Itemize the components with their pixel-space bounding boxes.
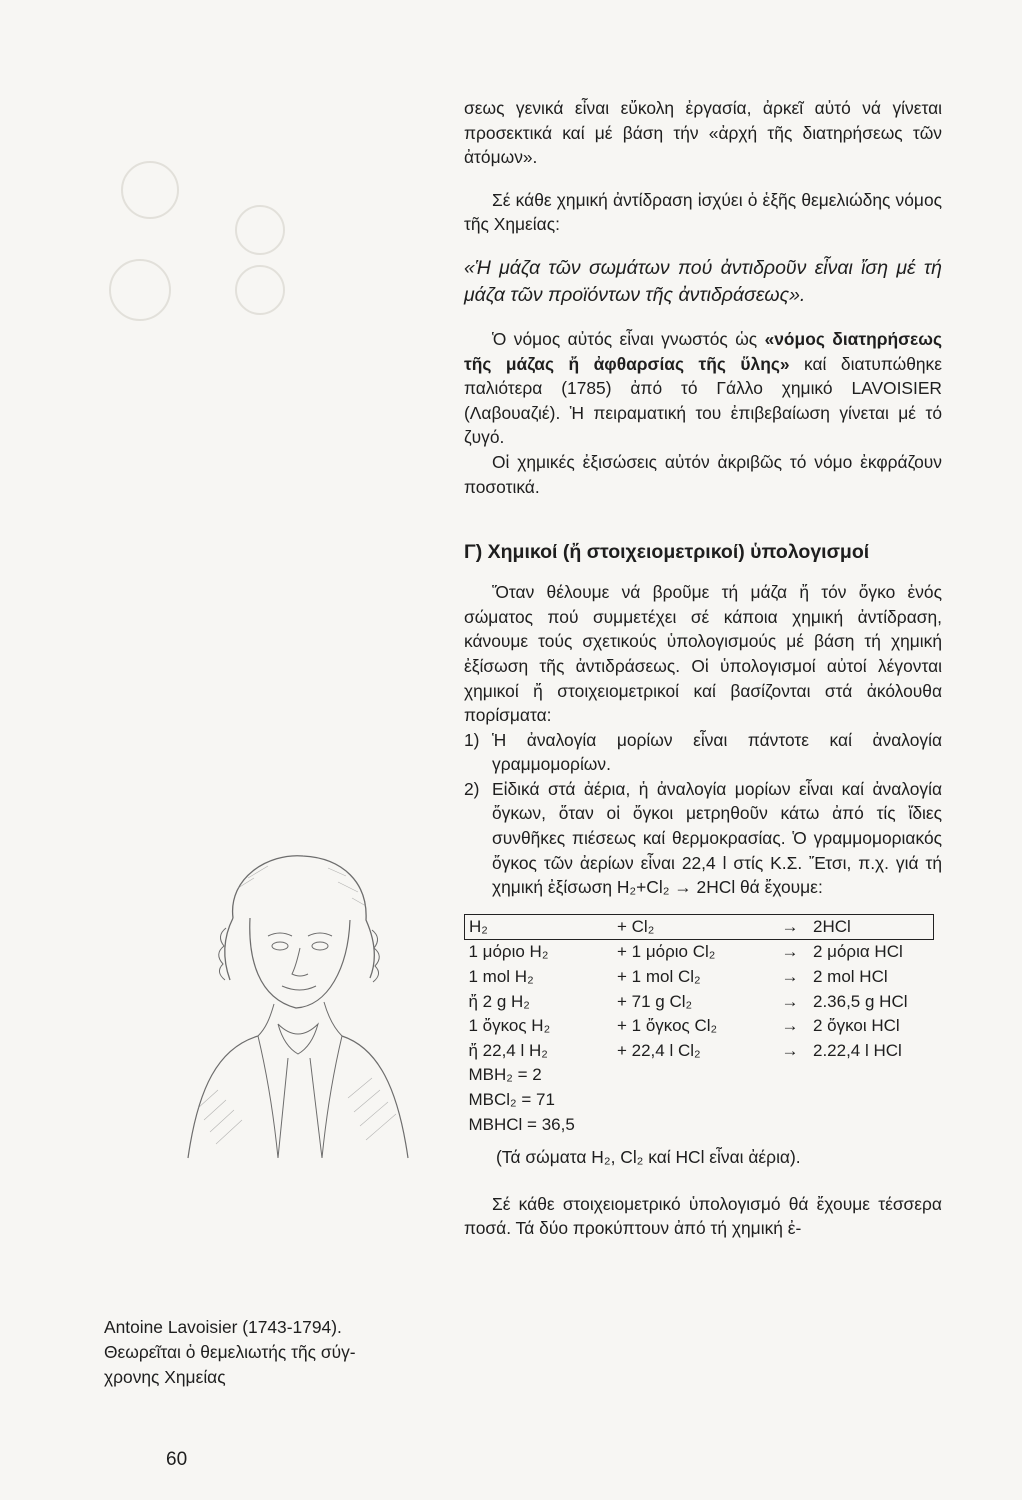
table-cell: + 1 μόριο Cl₂ [617,942,716,962]
table-row [465,914,934,940]
equations-paragraph: Οἱ χημικές ἐξισώσεις αὐτόν ἀκριβῶς τό νόμο ἐκφράζουν ποσοτικά. [464,451,942,497]
table-row [465,940,934,965]
table-cell: 1 ὄγκος H₂ [468,1016,551,1036]
caption-line: Θεωρεῖται ὁ θεμελιωτής τῆς σύγ- [104,1342,356,1362]
law-name-paragraph [464,327,942,450]
molar-mass-h2: MBH₂ = 2 [468,1065,542,1085]
table-cell: + Cl₂ [613,914,771,940]
gases-note: (Τά σώματα H₂, Cl₂ καί HCl εἶναι ἀέρια). [496,1147,801,1168]
page-number: 60 [166,1449,188,1470]
table-cell: ἤ 2 g H₂ [468,991,530,1011]
table-row [465,1088,934,1113]
law-intro-paragraph: Σέ κάθε χημική ἀντίδραση ἰσχύει ὁ ἑξῆς θεμελιώδης νόμος τῆς Χημείας: [464,189,942,235]
table-cell: 2 mol HCl [813,967,888,987]
list-text: Εἰδικά στά ἀέρια, ἡ ἀναλογία μορίων εἶναι καί ἀναλογία ὄγκων, ὅταν οἱ ὄγκοι μετρηθοῦν κάτω ἀπό τίς ἴδιες συνθῆκες πιέσεως καί θερμοκρασίας. Ὁ γραμμομοριακός ὄγκος τῶν ἀερίων εἶναι 22,4 l στίς Κ.Σ. Ἔτσι, π.χ. γιά τή χημική ἐξίσωση H₂+Cl₂ → 2HCl θά ἔχουμε: [492,778,942,898]
list-text: Ἡ ἀναλογία μορίων εἶναι πάντοτε καί ἀναλογία γραμμομορίων. [492,729,942,775]
table-row [465,1063,934,1088]
section-heading: Γ) Χημικοί (ἤ στοιχειομετρικοί) ὑπολογισμοί [464,541,870,564]
arrow-cell: → [781,991,799,1011]
list-item [464,777,942,900]
law-name-text-after: καί διατυπώθηκε παλιότερα (1785) ἀπό τό Γάλλο χημικό LAVOISIER (Λαβουαζιέ). Ἡ πειραματική του ἐπιβεβαίωση γίνεται μέ τό ζυγό. [464,353,943,448]
bleed-through-shapes [90,140,390,380]
section-body: Ὅταν θέλουμε νά βροῦμε τή μάζα ἤ τόν ὄγκο ἑνός σώματος πού συμμετέχει σέ κάποια χημική ἀντίδραση, κάνουμε τούς σχετικούς ὑπολογισμούς μέ βάση τή χημική ἐξίσωση τῆς ἀντιδράσεως. Οἱ ὑπολογισμοί αὐτοί λέγονται χημικοί ἤ στοιχειομετρικοί καί βασίζονται στά ἀκόλουθα πορίσματα: [464,582,942,726]
arrow-cell: → [781,942,799,962]
lavoisier-portrait [178,848,418,1166]
molar-mass-hcl: MBHCl = 36,5 [468,1114,575,1134]
table-row [465,1039,934,1064]
table-cell: 2.36,5 g HCl [813,991,908,1011]
law-name-bold: «νόμος διατηρήσεως τῆς μάζας ἤ ἀφθαρσίας τῆς ὕλης» [464,328,942,374]
table-cell: ἤ 22,4 l H₂ [468,1040,548,1060]
table-row [465,1113,934,1138]
table-cell: 2HCl [809,914,934,940]
portrait-caption [104,1315,424,1390]
table-row [465,1014,934,1039]
molar-mass-cl2: MBCl₂ = 71 [468,1090,555,1109]
table-row [465,965,934,990]
arrow-cell: → [781,1040,799,1060]
table-cell: 1 mol H₂ [468,967,534,987]
table-row [465,990,934,1015]
caption-line: Antoine Lavoisier (1743-1794). [104,1317,342,1337]
arrow-cell: → [771,914,809,940]
text-column [464,96,942,1241]
list-number: 2) [464,778,480,799]
table-cell: 2.22,4 l HCl [813,1040,902,1060]
table-cell: H₂ [465,914,614,940]
table-cell: 2 ὄγκοι HCl [813,1016,900,1036]
mass-conservation-law: «Ἡ μάζα τῶν σωμάτων πού ἀντιδροῦν εἶναι ἴση μέ τή μάζα τῶν προϊόντων τῆς ἀντιδράσεως». [464,256,942,306]
table-cell: + 71 g Cl₂ [617,991,693,1011]
arrow-cell: → [781,1016,799,1036]
table-cell: + 1 ὄγκος Cl₂ [617,1016,718,1036]
closing-paragraph: Σέ κάθε στοιχειομετρικό ὑπολογισμό θά ἔχουμε τέσσερα ποσά. Τά δύο προκύπτουν ἀπό τή χημική ἐ- [464,1193,942,1239]
table-cell: 2 μόρια HCl [813,942,903,962]
intro-paragraph: σεως γενικά εἶναι εὔκολη ἐργασία, ἀρκεῖ αὐτό νά γίνεται προσεκτικά καί μέ βάση τήν «ἀρχή τῆς διατηρήσεως τῶν ἀτόμων». [464,98,942,168]
caption-line: χρονης Χημείας [104,1367,226,1387]
stoichiometry-table [464,914,934,1137]
table-cell: + 22,4 l Cl₂ [617,1040,701,1060]
table-cell: 1 μόριο H₂ [468,942,549,962]
table-cell: + 1 mol Cl₂ [617,967,701,987]
arrow-cell: → [781,967,799,987]
law-name-text: Ὁ νόμος αὐτός εἶναι γνωστός ὡς [492,328,765,349]
list-number: 1) [464,729,480,750]
list-item [464,728,942,777]
